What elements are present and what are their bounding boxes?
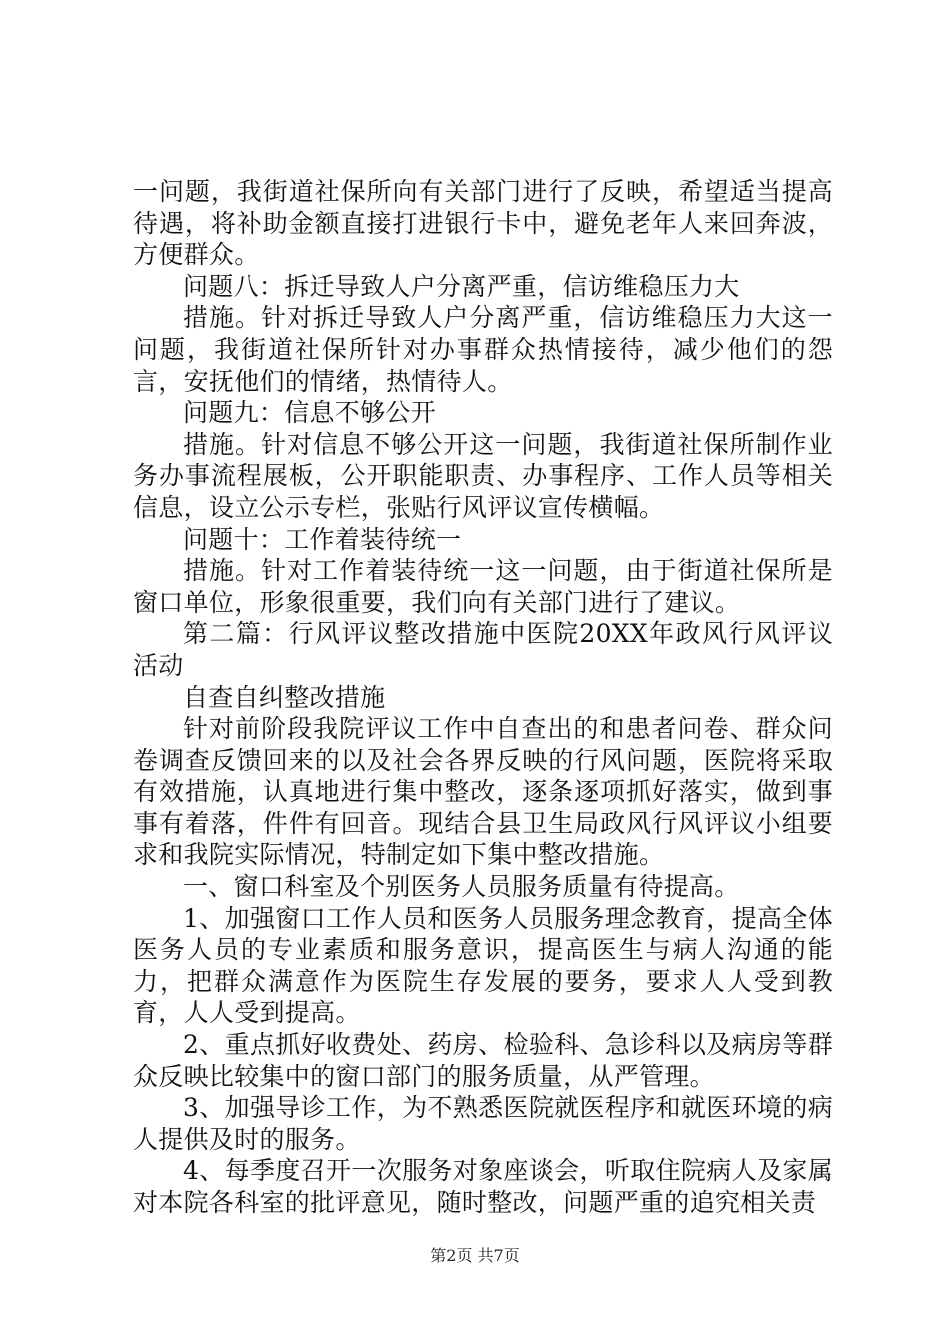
paragraph-9: 自查自纠整改措施	[183, 682, 386, 712]
paragraph-14: 3、加强导诊工作，为不熟悉医院就医程序和就医环境的病人提供及时的服务。	[133, 1093, 833, 1154]
paragraph-13: 2、重点抓好收费处、药房、检验科、急诊科以及病房等群众反映比较集中的窗口部门的服务质量，从严管理。	[133, 1030, 833, 1091]
paragraph-15: 4、每季度召开一次服务对象座谈会，听取住院病人及家属对本院各科室的批评意见，随时整改，问题严重的追究相关责	[133, 1156, 833, 1217]
paragraph-3: 措施。针对拆迁导致人户分离严重，信访维稳压力大这一问题，我街道社保所针对办事群众热情接待，减少他们的怨言，安抚他们的情绪，热情待人。	[133, 303, 833, 396]
paragraph-11: 一、窗口科室及个别医务人员服务质量有待提高。	[183, 872, 740, 902]
paragraph-4: 问题九：信息不够公开	[183, 398, 437, 428]
paragraph-12: 1、加强窗口工作人员和医务人员服务理念教育，提高全体医务人员的专业素质和服务意识，提高医生与病人沟通的能力，把群众满意作为医院生存发展的要务，要求人人受到教育，人人受到提高。	[133, 903, 833, 1028]
paragraph-7: 措施。针对工作着装待统一这一问题，由于街道社保所是窗口单位，形象很重要，我们向有关部门进行了建议。	[133, 556, 833, 617]
paragraph-5: 措施。针对信息不够公开这一问题，我街道社保所制作业务办事流程展板，公开职能职责、办事程序、工作人员等相关信息，设立公示专栏，张贴行风评议宣传横幅。	[133, 429, 833, 522]
paragraph-8: 第二篇：行风评议整改措施中医院20XX年政风行风评议活动	[133, 619, 833, 680]
paragraph-6: 问题十：工作着装待统一	[183, 524, 462, 554]
paragraph-2: 问题八：拆迁导致人户分离严重，信访维稳压力大	[183, 271, 740, 301]
paragraph-10: 针对前阶段我院评议工作中自查出的和患者问卷、群众问卷调查反馈回来的以及社会各界反映的行风问题，医院将采取有效措施，认真地进行集中整改，逐条逐项抓好落实，做到事事有着落，件件有回音。现结合县卫生局政风行风评议小组要求和我院实际情况，特制定如下集中整改措施。	[133, 714, 833, 870]
paragraph-1: 一问题，我街道社保所向有关部门进行了反映，希望适当提高待遇，将补助金额直接打进银行卡中，避免老年人来回奔波，方便群众。	[133, 177, 833, 270]
document-body	[133, 176, 833, 1219]
page-number-footer: 第2页 共7页	[430, 1246, 520, 1265]
